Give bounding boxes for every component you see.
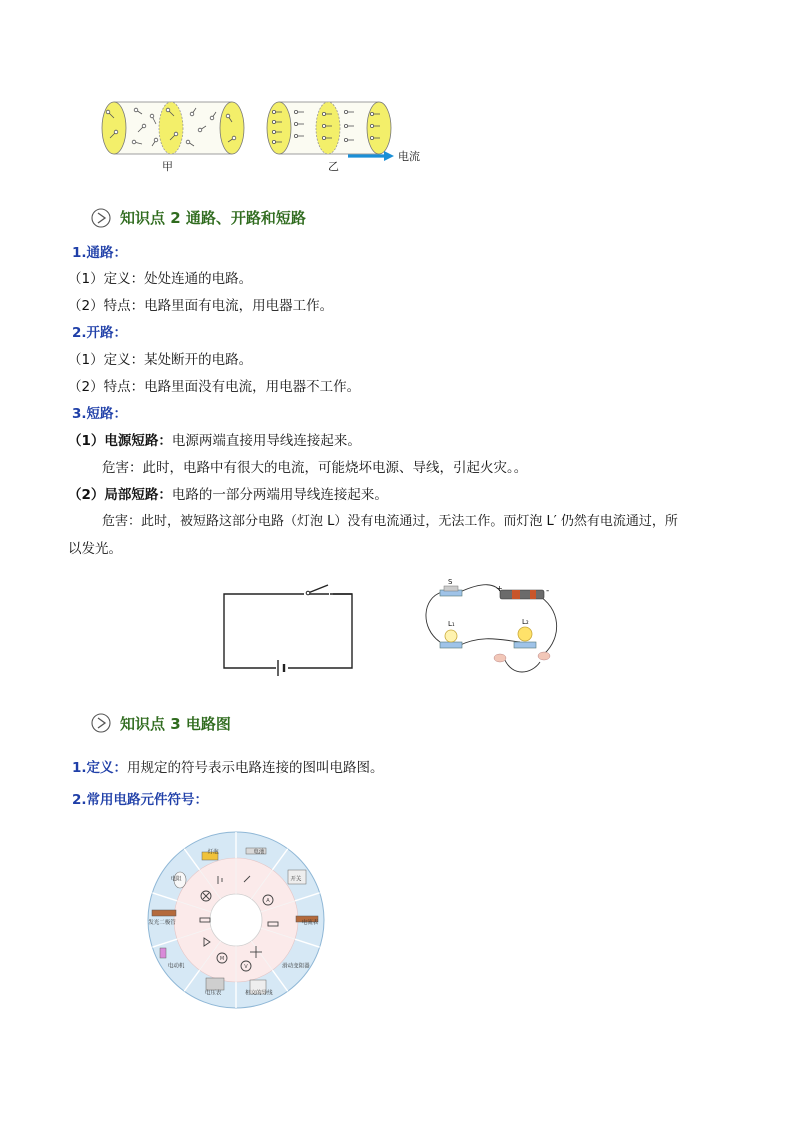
cylinder-a bbox=[102, 102, 244, 154]
partial-short-harm-2: 以发光。 bbox=[68, 541, 122, 557]
section3-title: 知识点 3 电路图 bbox=[120, 715, 231, 733]
item3-heading: 3.短路： bbox=[72, 406, 128, 422]
partial-short-line bbox=[68, 486, 388, 504]
lamp-2 bbox=[514, 627, 536, 648]
partial-short-text: 电路的一部分两端用导线连接起来。 bbox=[171, 487, 388, 503]
rheostat-block bbox=[500, 590, 544, 599]
item2-heading: 2.开路： bbox=[72, 325, 128, 341]
section-arrow-icon bbox=[90, 712, 112, 734]
photo-label-s: S bbox=[448, 578, 453, 586]
section-arrow-icon bbox=[90, 207, 112, 229]
hand-clips bbox=[494, 652, 550, 662]
wheel-label: 电池 bbox=[253, 849, 265, 856]
item1-definition: （1）定义：处处连通的电路。 bbox=[68, 271, 253, 287]
wheel-label: 灯泡 bbox=[207, 849, 219, 856]
sec3-item1-text: 用规定的符号表示电路连接的图叫电路图。 bbox=[127, 760, 384, 776]
item1-heading: 1.通路： bbox=[72, 245, 128, 261]
svg-text:M: M bbox=[219, 956, 225, 962]
wheel-label: 开关 bbox=[290, 876, 302, 883]
power-short-text: 电源两端直接用导线连接起来。 bbox=[171, 433, 361, 449]
wheel-label: 滑动变阻器 bbox=[282, 963, 310, 970]
item2-definition: （1）定义：某处断开的电路。 bbox=[68, 352, 253, 368]
item2-feature: （2）特点：电路里面没有电流，用电器不工作。 bbox=[68, 379, 361, 395]
sec3-item1-label: 1.定义： bbox=[72, 760, 128, 776]
battery-symbol bbox=[276, 660, 288, 676]
circuit-diagram bbox=[218, 582, 358, 678]
wheel-label: 电阻 bbox=[170, 876, 182, 883]
conductor-diagram bbox=[96, 96, 426, 176]
sec3-item1-line bbox=[72, 759, 384, 777]
lamp-1 bbox=[440, 630, 462, 648]
wheel-label: 电流表 bbox=[301, 920, 319, 926]
sec3-item2-label: 2.常用电路元件符号： bbox=[72, 792, 209, 808]
partial-short-harm-1: 危害：此时，被短路这部分电路（灯泡 L）没有电流通过，无法工作。而灯泡 L′ 仍然有电流通过，所 bbox=[102, 514, 678, 529]
label-jia: 甲 bbox=[162, 160, 173, 173]
wheel-label: 相交的导线 bbox=[245, 990, 273, 997]
svg-text:A: A bbox=[266, 898, 270, 904]
wheel-label: 电压表 bbox=[204, 990, 222, 997]
switch-symbol bbox=[304, 585, 352, 600]
label-yi: 乙 bbox=[328, 160, 339, 173]
item1-feature: （2）特点：电路里面有电流，用电器工作。 bbox=[68, 298, 334, 314]
wheel-label: 发光二极管 bbox=[148, 920, 176, 926]
power-short-harm: 危害：此时，电路中有很大的电流，可能烧坏电源、导线，引起火灾。。 bbox=[102, 460, 528, 476]
photo-label-l1: L₁ bbox=[448, 620, 455, 628]
power-short-line bbox=[68, 432, 361, 450]
wheel-label: 电动机 bbox=[167, 963, 185, 970]
photo-label-minus: - bbox=[546, 586, 550, 596]
section2-title: 知识点 2 通路、开路和短路 bbox=[120, 209, 306, 227]
circuit-photo-drawing bbox=[412, 578, 562, 678]
power-short-label: （1）电源短路： bbox=[68, 433, 172, 449]
conductor-figure bbox=[96, 96, 426, 176]
svg-text:V: V bbox=[244, 964, 248, 970]
partial-short-label: （2）局部短路： bbox=[68, 487, 172, 503]
photo-label-l2: L₂ bbox=[522, 618, 529, 626]
circuit-photo bbox=[412, 578, 562, 678]
switch-block bbox=[440, 586, 462, 596]
symbol-wheel bbox=[146, 830, 326, 1010]
label-current: 电流 bbox=[398, 150, 420, 163]
photo-label-plus: + bbox=[496, 584, 503, 593]
cylinder-b bbox=[267, 102, 391, 154]
